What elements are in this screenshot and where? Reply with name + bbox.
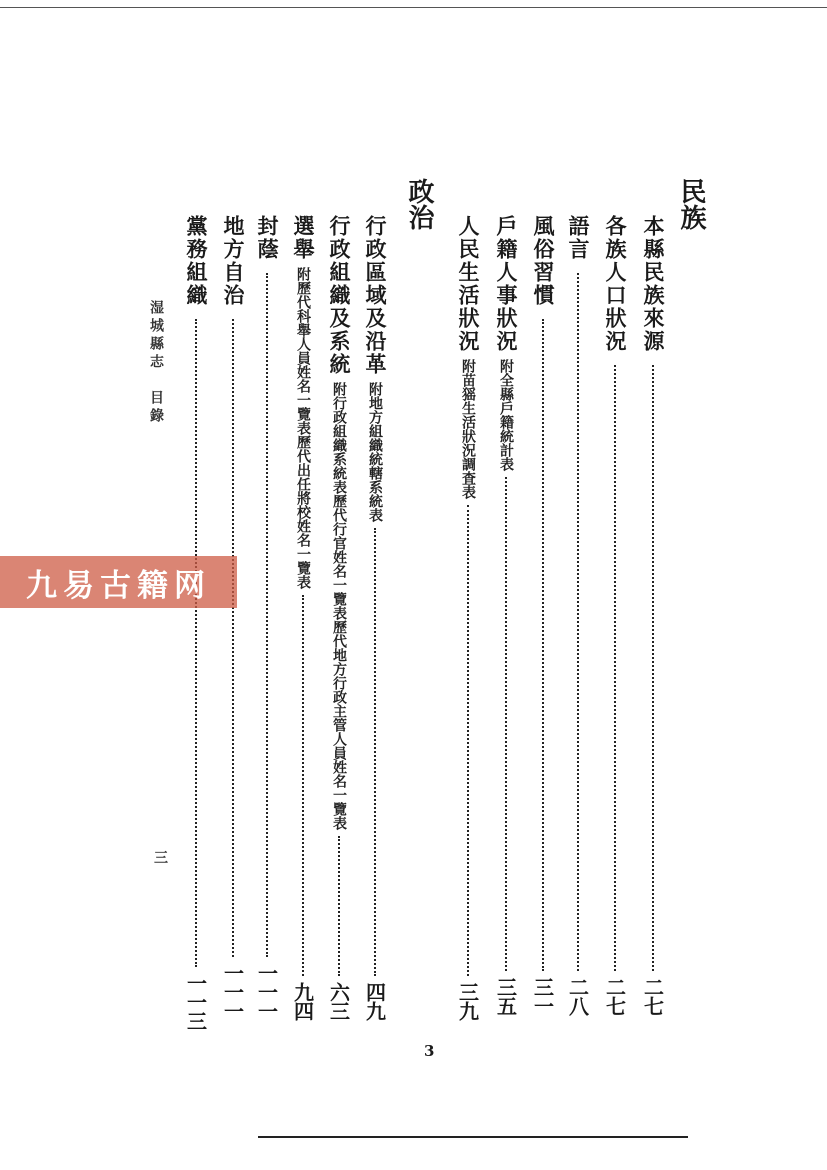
side-label: 湿城縣志 目錄 <box>148 300 164 426</box>
entry-page: 二八 <box>565 977 590 1015</box>
dot-leader <box>542 319 544 971</box>
entry-page: 二七 <box>602 977 627 1015</box>
toc-entry <box>220 215 246 1020</box>
entry-title: 行政組織及系統 <box>327 215 352 376</box>
entry-title: 行政區域及沿革 <box>363 215 388 376</box>
dot-leader <box>302 595 304 976</box>
entry-page: 一一一 <box>254 963 279 1020</box>
entry-page: 三九 <box>455 982 480 1020</box>
entry-title: 地方自治 <box>221 215 246 307</box>
top-rule <box>0 7 827 8</box>
entry-page: 六三 <box>326 982 351 1020</box>
dot-leader <box>266 273 268 957</box>
toc-entry <box>455 215 481 1020</box>
heading-minzu: 民族 <box>676 178 706 230</box>
bottom-rule <box>258 1136 688 1138</box>
entry-page: 三一 <box>530 977 555 1015</box>
entry-title: 人民生活狀況 <box>456 215 481 353</box>
entry-note: 附歷代科舉人員姓名一覽表歷代出任將校姓名一覽表 <box>295 267 311 589</box>
entry-title: 本縣民族來源 <box>641 215 666 353</box>
toc-entry <box>290 215 316 1020</box>
toc-entry <box>640 215 666 1015</box>
entry-page: 一一一 <box>220 963 245 1020</box>
entry-page: 二七 <box>640 977 665 1015</box>
entry-title: 各族人口狀況 <box>603 215 628 353</box>
dot-leader <box>505 477 507 971</box>
dot-leader <box>232 319 234 957</box>
entry-title: 黨務組織 <box>184 215 209 307</box>
entry-title: 語言 <box>566 215 591 261</box>
toc-entry <box>183 215 209 1030</box>
toc-entry <box>493 215 519 1015</box>
toc-entry <box>530 215 556 1015</box>
toc-entry <box>326 215 352 1020</box>
watermark-banner: 九易古籍网 <box>0 556 237 608</box>
toc-entry <box>602 215 628 1015</box>
entry-note: 附地方組織統轄系統表 <box>367 382 383 522</box>
dot-leader <box>614 365 616 971</box>
heading-zhengzhi: 政治 <box>404 178 434 230</box>
entry-note: 附行政組織系統表歷代行官姓名一覽表歷代地方行政主管人員姓名一覽表 <box>331 382 347 830</box>
dot-leader <box>577 273 579 971</box>
dot-leader <box>338 836 340 976</box>
dot-leader <box>652 365 654 971</box>
toc-entry <box>254 215 280 1020</box>
entry-note: 附全縣戶籍統計表 <box>498 359 514 471</box>
side-number: 三 <box>152 850 168 868</box>
entry-note: 附苗猺生活狀況調査表 <box>460 359 476 499</box>
dot-leader <box>467 505 469 976</box>
dot-leader <box>195 319 197 967</box>
toc-entry <box>565 215 591 1015</box>
entry-title: 封蔭 <box>255 215 280 261</box>
page-number: 3 <box>424 1042 435 1060</box>
entry-page: 九四 <box>290 982 315 1020</box>
entry-page: 三五 <box>493 977 518 1015</box>
entry-page: 一一三 <box>183 973 208 1030</box>
entry-page: 四九 <box>362 982 387 1020</box>
toc-entry <box>362 215 388 1020</box>
dot-leader <box>374 528 376 976</box>
entry-title: 戶籍人事狀況 <box>494 215 519 353</box>
entry-title: 選舉 <box>291 215 316 261</box>
entry-title: 風俗習慣 <box>531 215 556 307</box>
